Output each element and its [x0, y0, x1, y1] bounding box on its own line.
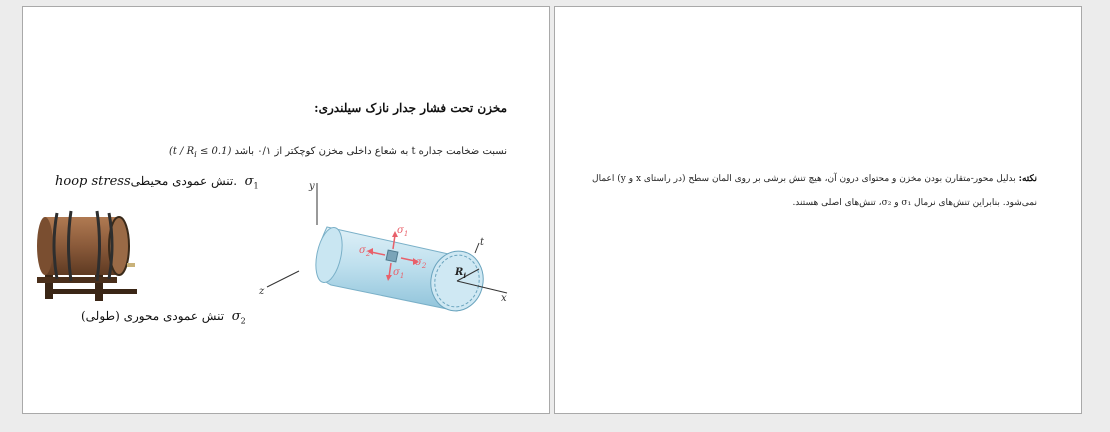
sigma2-label-left: $\sigma_2$ [359, 245, 371, 258]
barrel-back [37, 217, 53, 275]
sigma2-symbol: $\sigma_2$ [231, 309, 246, 326]
hoop-stress-english: hoop stress [55, 174, 131, 189]
sigma1-symbol: $\sigma_1$ [244, 174, 259, 191]
z-axis [267, 271, 299, 287]
thickness-label: t [480, 237, 485, 248]
thickness-pointer [475, 243, 479, 253]
sigma1-label-top: $\sigma_1$ [397, 225, 409, 238]
barrel-image [31, 199, 143, 307]
left-page [22, 6, 550, 414]
note-label: نکته: [1018, 174, 1037, 184]
radius-label: $R_i$ [455, 267, 466, 280]
axis-label-x: x [501, 293, 507, 304]
stand-rail [37, 277, 117, 283]
barrel-spigot [127, 263, 135, 267]
axial-stress-label [81, 309, 246, 326]
sigma2-label-right: $\sigma_2$ [415, 257, 427, 270]
stand-rail [51, 289, 137, 294]
hoop-stress-label [55, 174, 259, 191]
note-line-2: نمی‌شود. بنابراین تنش‌های نرمال σ₁ و σ₂، تنش‌های اصلی هستند. [792, 198, 1037, 208]
note-line-1: بدلیل محور-متقارن بودن مخزن و محتوای درون آن، هیچ تنش برشی بر روی المان سطح (در راستای x و y) اعمال [592, 174, 1016, 184]
hoop-stress-persian: .تنش عمودی محیطی [130, 174, 238, 188]
thickness-ratio-text [169, 146, 507, 159]
right-page [554, 6, 1082, 414]
cylinder-stress-figure [253, 173, 507, 309]
axis-label-y: y [309, 181, 315, 192]
page-title: مخزن تحت فشار جدار نازک سیلندری: [314, 101, 507, 115]
ratio-condition: $(t / R_i \le 0.1)$ [168, 146, 232, 159]
axial-stress-persian: تنش عمودی محوری (طولی) [81, 309, 225, 323]
axis-label-z: z [259, 286, 265, 297]
sigma1-label-bottom: $\sigma_1$ [393, 267, 405, 280]
stress-element [386, 250, 398, 262]
note-paragraph [577, 167, 1037, 215]
ratio-description: نسبت ضخامت جداره t به شعاع داخلی مخزن کوچکتر از ۰/۱ باشد [234, 146, 507, 157]
